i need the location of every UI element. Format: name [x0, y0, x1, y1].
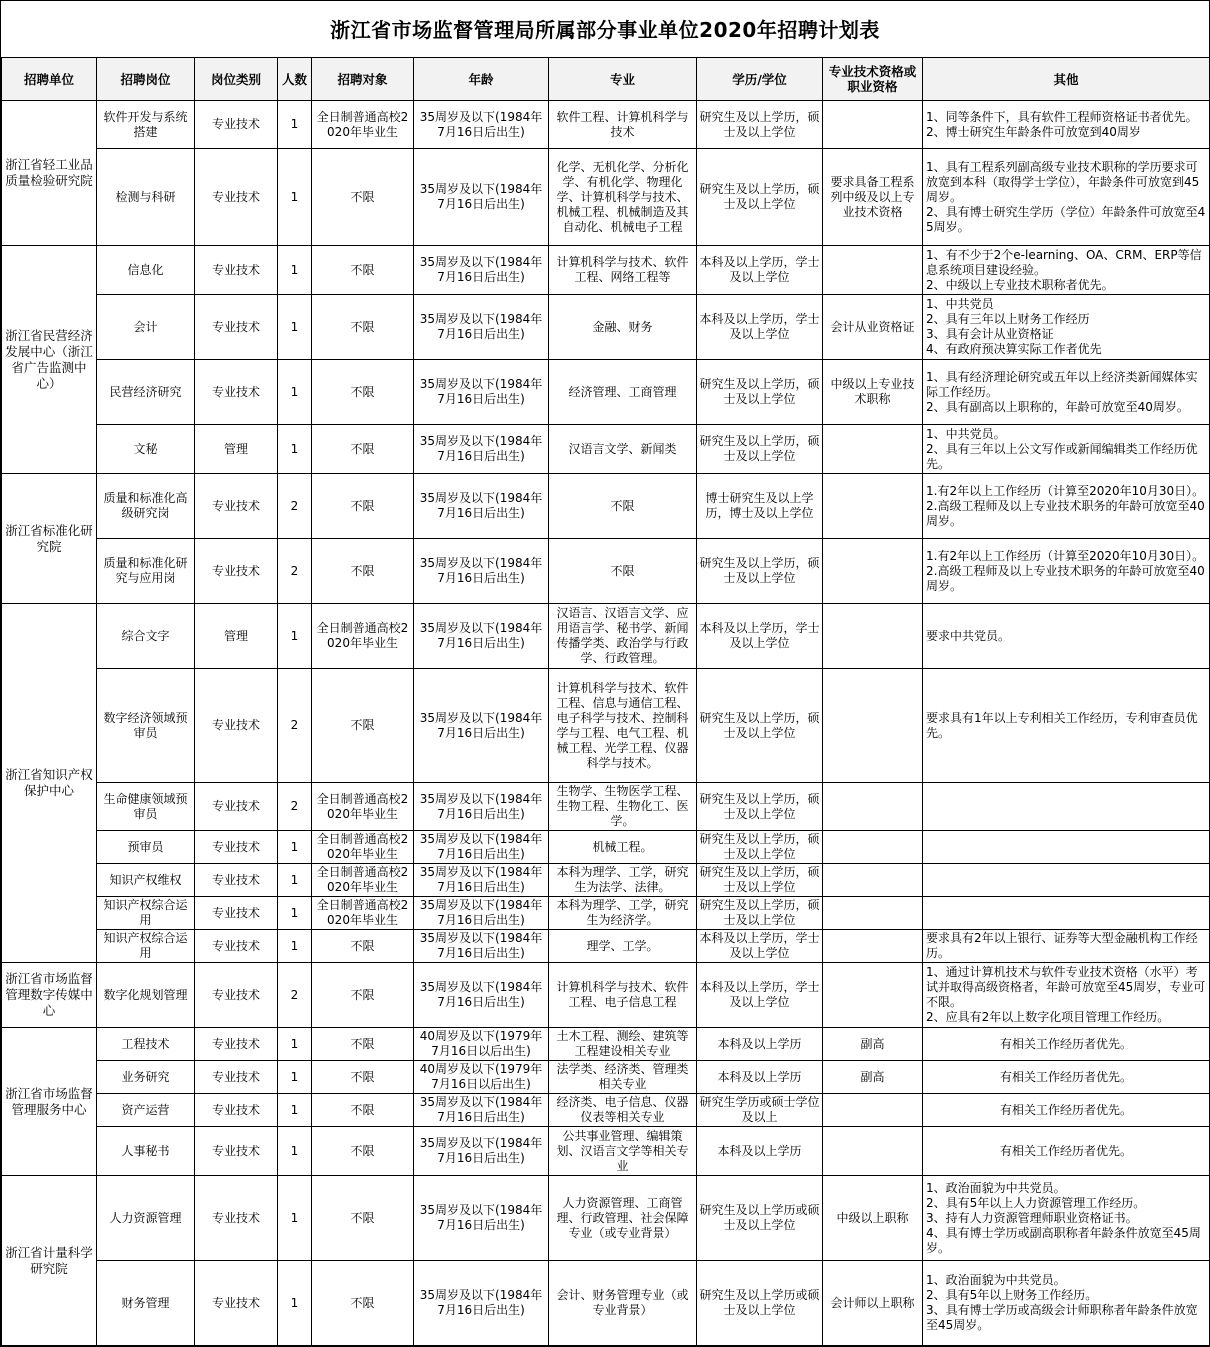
other-line: 有相关工作经历者优先。: [999, 1036, 1132, 1051]
cell-qualification: [823, 474, 923, 539]
cell-count: 1: [278, 295, 312, 360]
cell-post: 知识产权综合运用: [97, 930, 195, 963]
cell-target: 不限: [312, 149, 414, 246]
other-line: 有相关工作经历者优先。: [999, 1143, 1132, 1158]
table-row: [2, 930, 1210, 963]
cell-post: 软件开发与系统搭建: [97, 101, 195, 149]
cell-education: 研究生及以上学历，硕士及以上学位: [697, 864, 823, 897]
cell-count: 1: [278, 1094, 312, 1127]
table-row: [2, 474, 1210, 539]
cell-target: 不限: [312, 246, 414, 295]
cell-category: 专业技术: [195, 295, 278, 360]
cell-post: 质量和标准化高级研究岗: [97, 474, 195, 539]
cell-other: [923, 783, 1210, 831]
cell-age: 35周岁及以下(1984年7月16日后出生): [414, 1127, 549, 1176]
sheet-title: 浙江省市场监督管理局所属部分事业单位2020年招聘计划表: [330, 18, 880, 42]
table-row: [2, 295, 1210, 360]
table-row: [2, 669, 1210, 783]
table-row: [2, 101, 1210, 149]
cell-education: 本科及以上学历，学士及以上学位: [697, 295, 823, 360]
cell-major: 本科为理学、工学，研究生为经济学。: [549, 897, 697, 930]
cell-age: 35周岁及以下(1984年7月16日后出生): [414, 669, 549, 783]
cell-education: 研究生学历或硕士学位及以上: [697, 1094, 823, 1127]
cell-unit: 浙江省轻工业品质量检验研究院: [2, 101, 97, 246]
cell-target: 不限: [312, 1061, 414, 1094]
cell-other: [923, 149, 1210, 246]
other-line: 1.有2年以上工作经历（计算至2020年10月30日）。: [926, 548, 1205, 563]
cell-post: 文秘: [97, 425, 195, 474]
cell-count: 1: [278, 1028, 312, 1061]
cell-age: 35周岁及以下(1984年7月16日后出生): [414, 864, 549, 897]
cell-unit: 浙江省市场监督管理服务中心: [2, 1028, 97, 1176]
table-row: [2, 360, 1210, 425]
cell-major: 计算机科学与技术、软件工程、信息与通信工程、电子科学与技术、控制科学与工程、电气工程、机械工程、光学工程、仪器科学与技术。: [549, 669, 697, 783]
other-line: 有相关工作经历者优先。: [999, 1069, 1132, 1084]
cell-qualification: [823, 539, 923, 604]
cell-other: [923, 1028, 1210, 1061]
cell-age: 40周岁及以下(1979年7月16日以后出生): [414, 1061, 549, 1094]
cell-unit: 浙江省计量科学研究院: [2, 1176, 97, 1346]
cell-qualification: 会计师以上职称: [823, 1261, 923, 1346]
cell-major: 土木工程、测绘、建筑等工程建设相关专业: [549, 1028, 697, 1061]
cell-qualification: 要求具备工程系列中级及以上专业技术资格: [823, 149, 923, 246]
cell-age: 35周岁及以下(1984年7月16日后出生): [414, 604, 549, 669]
cell-age: 40周岁及以下(1979年7月16日以后出生): [414, 1028, 549, 1061]
table-row: [2, 831, 1210, 864]
cell-age: 35周岁及以下(1984年7月16日后出生): [414, 1261, 549, 1346]
cell-major: 计算机科学与技术、软件工程、网络工程等: [549, 246, 697, 295]
header-age: 年龄: [414, 58, 549, 101]
cell-count: 1: [278, 101, 312, 149]
cell-major: 本科为理学、工学，研究生为法学、法律。: [549, 864, 697, 897]
cell-age: 35周岁及以下(1984年7月16日后出生): [414, 149, 549, 246]
cell-education: 本科及以上学历，学士及以上学位: [697, 963, 823, 1028]
cell-age: 35周岁及以下(1984年7月16日后出生): [414, 783, 549, 831]
cell-target: 不限: [312, 295, 414, 360]
cell-category: 专业技术: [195, 360, 278, 425]
cell-major: 不限: [549, 474, 697, 539]
recruitment-table: [1, 57, 1210, 1346]
cell-count: 1: [278, 897, 312, 930]
cell-category: 专业技术: [195, 1176, 278, 1261]
cell-other: [923, 1061, 1210, 1094]
other-line: 2、具有三年以上公文写作或新闻编辑类工作经历优先。: [926, 441, 1198, 471]
cell-target: 不限: [312, 539, 414, 604]
cell-post: 信息化: [97, 246, 195, 295]
other-line: 要求具有1年以上专利相关工作经历，专利审查员优先。: [926, 710, 1198, 740]
cell-qualification: [823, 963, 923, 1028]
cell-target: 不限: [312, 360, 414, 425]
cell-other: [923, 474, 1210, 539]
cell-category: 专业技术: [195, 1261, 278, 1346]
cell-target: 不限: [312, 930, 414, 963]
cell-count: 1: [278, 1261, 312, 1346]
cell-other: [923, 101, 1210, 149]
cell-qualification: [823, 930, 923, 963]
table-row: [2, 1061, 1210, 1094]
other-line: 有相关工作经历者优先。: [999, 1102, 1132, 1117]
other-line: 1、具有经济理论研究或五年以上经济类新闻媒体实际工作经历。: [926, 369, 1198, 399]
cell-education: 研究生及以上学历，硕士及以上学位: [697, 101, 823, 149]
cell-target: 不限: [312, 1127, 414, 1176]
cell-age: 35周岁及以下(1984年7月16日后出生): [414, 101, 549, 149]
cell-count: 1: [278, 425, 312, 474]
cell-age: 35周岁及以下(1984年7月16日后出生): [414, 1176, 549, 1261]
cell-age: 35周岁及以下(1984年7月16日后出生): [414, 360, 549, 425]
other-line: 2、具有三年以上财务工作经历: [926, 312, 1090, 326]
cell-other: [923, 831, 1210, 864]
other-line: 1、同等条件下，具有软件工程师资格证书者优先。: [926, 109, 1198, 124]
cell-age: 35周岁及以下(1984年7月16日后出生): [414, 897, 549, 930]
cell-education: 研究生及以上学历，硕士及以上学位: [697, 425, 823, 474]
cell-post: 人力资源管理: [97, 1176, 195, 1261]
cell-post: 人事秘书: [97, 1127, 195, 1176]
cell-education: 研究生及以上学历，硕士及以上学位: [697, 831, 823, 864]
cell-major: 公共事业管理、编辑策划、汉语言文学等相关专业: [549, 1127, 697, 1176]
cell-education: 研究生及以上学历或硕士及以上学位: [697, 1176, 823, 1261]
cell-post: 综合文字: [97, 604, 195, 669]
other-line: 要求中共党员。: [926, 628, 1011, 643]
cell-other: [923, 1176, 1210, 1261]
other-line: 1、通过计算机技术与软件专业技术资格（水平）考试并取得高级资格者，年龄可放宽至45周岁，专业可不限。: [926, 965, 1206, 1009]
cell-qualification: [823, 897, 923, 930]
cell-education: 本科及以上学历，学士及以上学位: [697, 930, 823, 963]
cell-other: [923, 246, 1210, 295]
cell-age: 35周岁及以下(1984年7月16日后出生): [414, 963, 549, 1028]
cell-education: 研究生及以上学历或硕士及以上学位: [697, 1261, 823, 1346]
cell-other: [923, 897, 1210, 930]
cell-count: 2: [278, 963, 312, 1028]
header-post: 招聘岗位: [97, 58, 195, 101]
cell-education: 本科及以上学历，学士及以上学位: [697, 604, 823, 669]
cell-education: 研究生及以上学历，硕士及以上学位: [697, 669, 823, 783]
table-row: [2, 963, 1210, 1028]
cell-major: 汉语言、汉语言文学、应用语言学、秘书学、新闻传播学类、政治学与行政学、行政管理。: [549, 604, 697, 669]
cell-major: 机械工程。: [549, 831, 697, 864]
cell-other: [923, 425, 1210, 474]
cell-education: 本科及以上学历，学士及以上学位: [697, 246, 823, 295]
cell-target: 不限: [312, 1028, 414, 1061]
cell-qualification: [823, 831, 923, 864]
cell-qualification: 中级以上专业技术职称: [823, 360, 923, 425]
cell-category: 专业技术: [195, 246, 278, 295]
table-row: [2, 246, 1210, 295]
cell-count: 2: [278, 783, 312, 831]
cell-other: [923, 295, 1210, 360]
cell-post: 资产运营: [97, 1094, 195, 1127]
cell-target: 不限: [312, 963, 414, 1028]
cell-count: 1: [278, 1127, 312, 1176]
cell-post: 会计: [97, 295, 195, 360]
cell-qualification: [823, 669, 923, 783]
cell-age: 35周岁及以下(1984年7月16日后出生): [414, 246, 549, 295]
cell-post: 民营经济研究: [97, 360, 195, 425]
cell-major: 生物学、生物医学工程、生物工程、生物化工、医学。: [549, 783, 697, 831]
table-body: [2, 101, 1210, 1346]
cell-target: 全日制普通高校2020年毕业生: [312, 864, 414, 897]
other-line: 2、博士研究生年龄条件可放宽到40周岁: [926, 124, 1141, 139]
cell-unit: 浙江省知识产权保护中心: [2, 604, 97, 963]
cell-post: 工程技术: [97, 1028, 195, 1061]
cell-qualification: [823, 783, 923, 831]
cell-category: 专业技术: [195, 539, 278, 604]
cell-category: 专业技术: [195, 963, 278, 1028]
cell-count: 1: [278, 1176, 312, 1261]
cell-target: 全日制普通高校2020年毕业生: [312, 897, 414, 930]
table-row: [2, 425, 1210, 474]
table-row: [2, 783, 1210, 831]
other-line: 2、具有博士研究生学历（学位）年龄条件可放宽至45周岁。: [926, 204, 1206, 234]
cell-unit: 浙江省民营经济发展中心（浙江省广告监测中心）: [2, 246, 97, 474]
cell-qualification: [823, 604, 923, 669]
cell-category: 专业技术: [195, 930, 278, 963]
table-row: [2, 604, 1210, 669]
cell-post: 知识产权维权: [97, 864, 195, 897]
other-line: 1、政治面貌为中共党员。: [926, 1273, 1066, 1287]
cell-count: 2: [278, 474, 312, 539]
table-row: [2, 1028, 1210, 1061]
other-line: 3、具有会计从业资格证: [926, 327, 1054, 341]
other-line: 要求具有2年以上银行、证券等大型金融机构工作经历。: [926, 931, 1198, 960]
cell-count: 2: [278, 669, 312, 783]
other-line: 2、具有副高以上职称的，年龄可放宽至40周岁。: [926, 399, 1189, 414]
cell-major: 汉语言文学、新闻类: [549, 425, 697, 474]
cell-qualification: [823, 101, 923, 149]
cell-count: 1: [278, 149, 312, 246]
header-row: [2, 58, 1210, 101]
cell-education: 研究生及以上学历，硕士及以上学位: [697, 539, 823, 604]
table-row: [2, 539, 1210, 604]
table-row: [2, 1094, 1210, 1127]
cell-category: 专业技术: [195, 864, 278, 897]
other-line: 1.有2年以上工作经历（计算至2020年10月30日）。: [926, 483, 1205, 498]
cell-age: 35周岁及以下(1984年7月16日后出生): [414, 1094, 549, 1127]
cell-education: 研究生及以上学历，硕士及以上学位: [697, 360, 823, 425]
cell-category: 专业技术: [195, 1061, 278, 1094]
cell-unit: 浙江省市场监督管理数字传媒中心: [2, 963, 97, 1028]
cell-major: 软件工程、计算机科学与技术: [549, 101, 697, 149]
cell-age: 35周岁及以下(1984年7月16日后出生): [414, 474, 549, 539]
cell-qualification: [823, 246, 923, 295]
cell-category: 管理: [195, 425, 278, 474]
cell-other: [923, 963, 1210, 1028]
cell-age: 35周岁及以下(1984年7月16日后出生): [414, 425, 549, 474]
table-row: [2, 897, 1210, 930]
cell-education: 本科及以上学历: [697, 1127, 823, 1176]
cell-age: 35周岁及以下(1984年7月16日后出生): [414, 539, 549, 604]
other-line: 1、具有工程系列副高级专业技术职称的学历要求可放宽到本科（取得学士学位），年龄条件可放宽到45周岁。: [926, 159, 1200, 204]
cell-post: 预审员: [97, 831, 195, 864]
cell-major: 人力资源管理、工商管理、行政管理、社会保障专业（或专业背景）: [549, 1176, 697, 1261]
cell-unit: 浙江省标准化研究院: [2, 474, 97, 604]
cell-qualification: 中级以上职称: [823, 1176, 923, 1261]
cell-target: 全日制普通高校2020年毕业生: [312, 101, 414, 149]
cell-qualification: [823, 1127, 923, 1176]
cell-category: 专业技术: [195, 474, 278, 539]
cell-category: 专业技术: [195, 783, 278, 831]
cell-other: [923, 930, 1210, 963]
cell-age: 35周岁及以下(1984年7月16日后出生): [414, 930, 549, 963]
cell-other: [923, 1094, 1210, 1127]
cell-major: 理学、工学。: [549, 930, 697, 963]
other-line: 2、具有5年以上财务工作经历。: [926, 1288, 1098, 1302]
cell-target: 不限: [312, 425, 414, 474]
cell-category: 专业技术: [195, 149, 278, 246]
cell-education: 本科及以上学历: [697, 1061, 823, 1094]
cell-category: 专业技术: [195, 1028, 278, 1061]
cell-target: 不限: [312, 1094, 414, 1127]
other-line: 3、具有博士学历或高级会计师职称者年龄条件放宽至45周岁。: [926, 1303, 1198, 1332]
cell-major: 会计、财务管理专业（或专业背景）: [549, 1261, 697, 1346]
cell-major: 不限: [549, 539, 697, 604]
cell-category: 专业技术: [195, 897, 278, 930]
cell-post: 生命健康领域预审员: [97, 783, 195, 831]
cell-education: 研究生及以上学历，硕士及以上学位: [697, 149, 823, 246]
other-line: 1、政治面貌为中共党员。: [926, 1180, 1066, 1195]
cell-other: [923, 1261, 1210, 1346]
cell-qualification: [823, 1094, 923, 1127]
cell-post: 知识产权综合运用: [97, 897, 195, 930]
cell-major: 法学类、经济类、管理类相关专业: [549, 1061, 697, 1094]
cell-other: [923, 864, 1210, 897]
cell-post: 数字化规划管理: [97, 963, 195, 1028]
cell-other: [923, 604, 1210, 669]
cell-major: 经济管理、工商管理: [549, 360, 697, 425]
cell-count: 1: [278, 864, 312, 897]
other-line: 4、具有博士学历或副高职称者年龄条件放宽至45周岁。: [926, 1225, 1201, 1255]
cell-other: [923, 669, 1210, 783]
cell-count: 1: [278, 360, 312, 425]
cell-education: 研究生及以上学历，硕士及以上学位: [697, 783, 823, 831]
cell-qualification: 副高: [823, 1061, 923, 1094]
other-line: 1、中共党员: [926, 297, 994, 311]
cell-age: 35周岁及以下(1984年7月16日后出生): [414, 831, 549, 864]
cell-category: 专业技术: [195, 669, 278, 783]
cell-other: [923, 360, 1210, 425]
header-target: 招聘对象: [312, 58, 414, 101]
cell-post: 业务研究: [97, 1061, 195, 1094]
cell-qualification: [823, 425, 923, 474]
header-education: 学历/学位: [697, 58, 823, 101]
cell-post: 财务管理: [97, 1261, 195, 1346]
cell-qualification: 副高: [823, 1028, 923, 1061]
other-line: 2.高级工程师及以上专业技术职务的年龄可放宽至40周岁。: [926, 498, 1205, 528]
cell-post: 质量和标准化研究与应用岗: [97, 539, 195, 604]
cell-category: 专业技术: [195, 831, 278, 864]
cell-count: 1: [278, 604, 312, 669]
cell-major: 化学、无机化学、分析化学、有机化学、物理化学、计算机科学与技术、机械工程、机械制造及其自动化、机械电子工程: [549, 149, 697, 246]
cell-qualification: [823, 864, 923, 897]
cell-other: [923, 539, 1210, 604]
cell-education: 研究生及以上学历，硕士及以上学位: [697, 897, 823, 930]
header-count: 人数: [278, 58, 312, 101]
cell-target: 全日制普通高校2020年毕业生: [312, 783, 414, 831]
header-unit: 招聘单位: [2, 58, 97, 101]
other-line: 1、中共党员。: [926, 426, 1006, 441]
cell-count: 2: [278, 539, 312, 604]
table-row: [2, 149, 1210, 246]
table-row: [2, 1127, 1210, 1176]
table-row: [2, 1261, 1210, 1346]
cell-target: 不限: [312, 669, 414, 783]
cell-target: 不限: [312, 1261, 414, 1346]
cell-other: [923, 1127, 1210, 1176]
other-line: 1、有不少于2个e-learning、OA、CRM、ERP等信息系统项目建设经验。: [926, 247, 1202, 277]
other-line: 2、中级以上专业技术职称者优先。: [926, 277, 1114, 292]
cell-category: 专业技术: [195, 1094, 278, 1127]
cell-target: 不限: [312, 1176, 414, 1261]
table-row: [2, 1176, 1210, 1261]
cell-count: 1: [278, 1061, 312, 1094]
cell-category: 专业技术: [195, 1127, 278, 1176]
cell-category: 专业技术: [195, 101, 278, 149]
cell-count: 1: [278, 831, 312, 864]
cell-qualification: 会计从业资格证: [823, 295, 923, 360]
cell-post: 检测与科研: [97, 149, 195, 246]
cell-target: 不限: [312, 474, 414, 539]
other-line: 2、应具有2年以上数字化项目管理工作经历。: [926, 1010, 1170, 1024]
cell-target: 全日制普通高校2020年毕业生: [312, 831, 414, 864]
cell-age: 35周岁及以下(1984年7月16日后出生): [414, 295, 549, 360]
cell-post: 数字经济领域预审员: [97, 669, 195, 783]
header-category: 岗位类别: [195, 58, 278, 101]
header-qualification: 专业技术资格或职业资格: [823, 58, 923, 101]
header-other: 其他: [923, 58, 1210, 101]
cell-category: 管理: [195, 604, 278, 669]
cell-count: 1: [278, 246, 312, 295]
cell-major: 经济类、电子信息、仪器仪表等相关专业: [549, 1094, 697, 1127]
cell-count: 1: [278, 930, 312, 963]
other-line: 2.高级工程师及以上专业技术职务的年龄可放宽至40周岁。: [926, 563, 1205, 593]
header-major: 专业: [549, 58, 697, 101]
table-row: [2, 864, 1210, 897]
other-line: 2、具有5年以上人力资源管理工作经历。: [926, 1195, 1146, 1210]
other-line: 3、持有人力资源管理师职业资格证书。: [926, 1210, 1138, 1225]
other-line: 4、有政府预决算实际工作者优先: [926, 342, 1102, 356]
cell-major: 金融、财务: [549, 295, 697, 360]
cell-education: 本科及以上学历: [697, 1028, 823, 1061]
cell-education: 博士研究生及以上学历，博士及以上学位: [697, 474, 823, 539]
cell-target: 全日制普通高校2020年毕业生: [312, 604, 414, 669]
cell-major: 计算机科学与技术、软件工程、电子信息工程: [549, 963, 697, 1028]
